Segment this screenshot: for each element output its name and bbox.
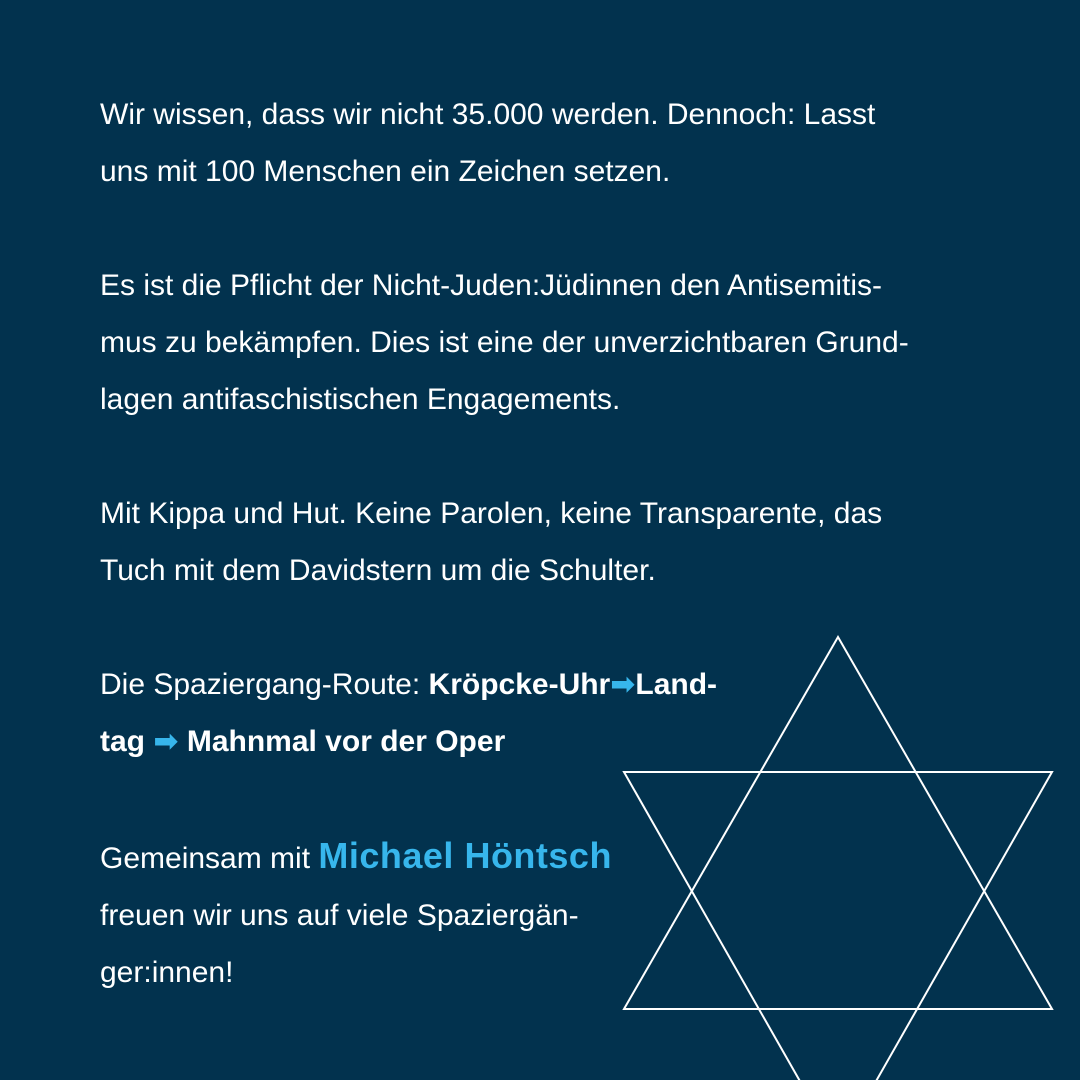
- text-line: ger:innen!: [100, 956, 234, 989]
- route-line-2: [100, 713, 1030, 770]
- text-line: Es ist die Pflicht der Nicht-Juden:Jüdinnen den Antisemitis-: [100, 269, 883, 302]
- route-stop-kroepcke: Kröpcke-Uhr: [428, 668, 611, 701]
- closing-prefix: Gemeinsam mit: [100, 842, 319, 875]
- text-line: uns mit 100 Menschen ein Zeichen setzen.: [100, 155, 671, 188]
- content: [100, 86, 1030, 1001]
- paragraph-duty: [100, 257, 1030, 428]
- route-line-1: [100, 656, 1030, 713]
- paragraph-intro: [100, 86, 1030, 200]
- arrow-right-icon: ➡: [153, 725, 179, 758]
- text-line: lagen antifaschistischen Engagements.: [100, 383, 621, 416]
- paragraph-closing: [100, 827, 1030, 1001]
- route-stop-landtag-part1: Land-: [635, 668, 718, 701]
- text-line: Wir wissen, dass wir nicht 35.000 werden. Dennoch: Lasst: [100, 98, 876, 131]
- route-stop-mahnmal: Mahnmal vor der Oper: [186, 725, 506, 758]
- text-line: Mit Kippa und Hut. Keine Parolen, keine Transparente, das: [100, 497, 883, 530]
- host-name: Michael Höntsch: [318, 835, 612, 876]
- text-line: mus zu bekämpfen. Dies ist eine der unverzichtbaren Grund-: [100, 326, 909, 359]
- text-line: freuen wir uns auf viele Spaziergän-: [100, 899, 579, 932]
- closing-line-1: [100, 827, 1030, 887]
- paragraph-dresscode: [100, 485, 1030, 599]
- route-stop-landtag-part2: tag: [100, 725, 145, 758]
- paragraph-route: [100, 656, 1030, 770]
- arrow-right-icon: ➡: [610, 668, 636, 701]
- text-line: Tuch mit dem Davidstern um die Schulter.: [100, 554, 656, 587]
- route-prefix: Die Spaziergang-Route:: [100, 668, 429, 701]
